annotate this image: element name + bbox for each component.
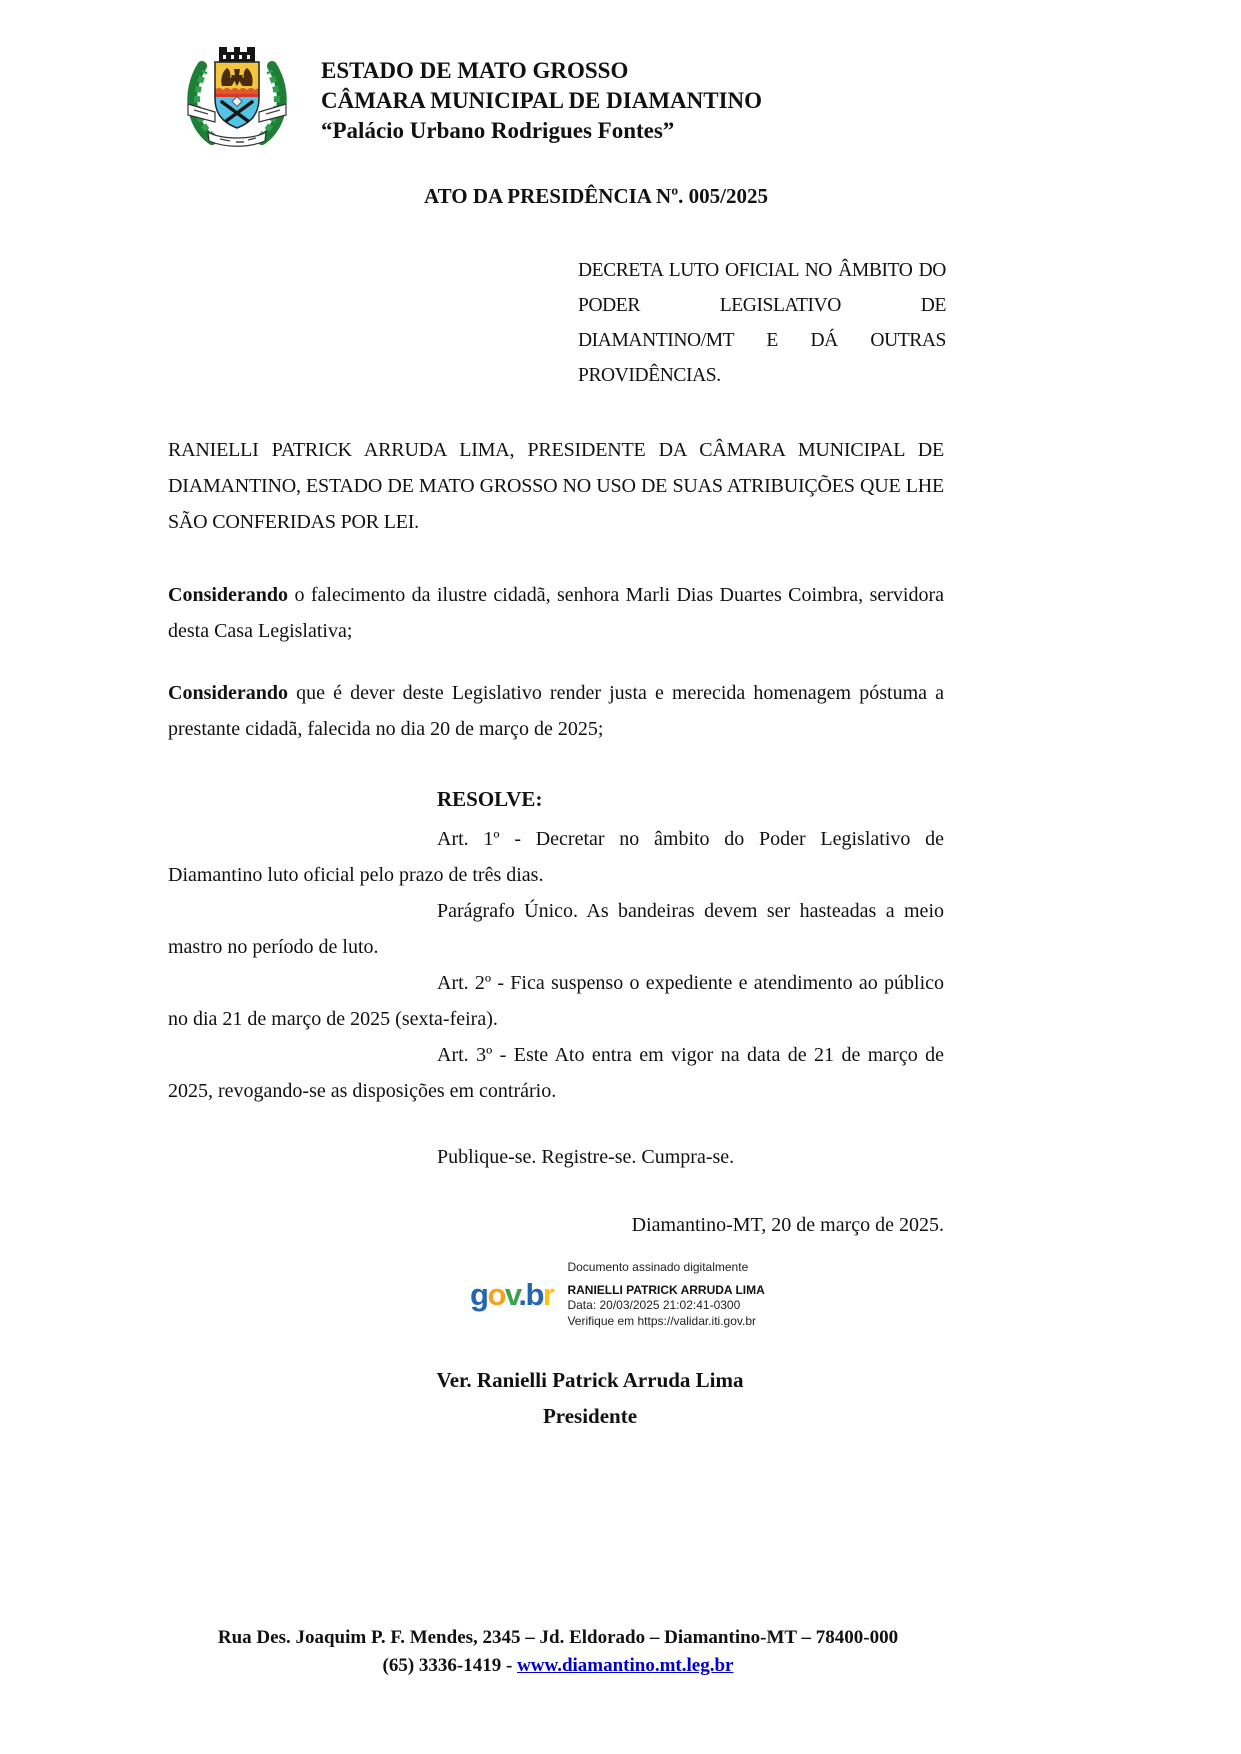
stamp-date: Data: 20/03/2025 21:02:41-0300: [567, 1298, 741, 1312]
articles-section: [168, 821, 944, 1109]
govbr-logo: [470, 1279, 553, 1310]
paragrafo-unico: Parágrafo Único. As bandeiras devem ser hasteadas a meio mastro no período de luto.: [168, 900, 944, 958]
article-1: Art. 1º - Decretar no âmbito do Poder Legislativo de Diamantino luto oficial pelo prazo de três dias.: [168, 828, 944, 886]
govbr-letter: o: [487, 1277, 505, 1312]
govbr-letter: g: [470, 1277, 488, 1312]
coat-of-arms-icon: [178, 40, 296, 152]
mural-crown: [219, 47, 255, 62]
letterhead-chamber: CÂMARA MUNICIPAL DE DIAMANTINO: [321, 88, 763, 113]
letterhead: [321, 56, 762, 146]
stamp-signed-label: Documento assinado digitalmente: [567, 1260, 749, 1274]
considerando-1-lead: Considerando: [168, 584, 289, 606]
govbr-letter: v: [504, 1277, 519, 1312]
letterhead-state: ESTADO DE MATO GROSSO: [321, 58, 629, 83]
stamp-signer-name: RANIELLI PATRICK ARRUDA LIMA: [567, 1282, 765, 1297]
wreath-right: [260, 66, 282, 140]
wreath-left: [192, 66, 214, 140]
footer-separator: -: [501, 1655, 518, 1676]
resolve-heading: RESOLVE:: [437, 787, 543, 811]
closing-formula: Publique-se. Registre-se. Cumpra-se.: [437, 1146, 735, 1168]
signer-role: Presidente: [542, 1404, 638, 1428]
signer-name: Ver. Ranielli Patrick Arruda Lima: [436, 1368, 744, 1392]
considerando-2-lead: Considerando: [168, 682, 289, 704]
summary-clause: DECRETA LUTO OFICIAL NO ÂMBITO DO PODER LEGISLATIVO DE DIAMANTINO/MT E DÁ OUTRAS PROVIDÊNCIAS.: [578, 260, 946, 386]
article-2: Art. 2º - Fica suspenso o expediente e atendimento ao público no dia 21 de março de 2025 (sexta-feira).: [168, 972, 944, 1030]
dateline: Diamantino-MT, 20 de março de 2025.: [631, 1214, 944, 1236]
footer-address: Rua Des. Joaquim P. F. Mendes, 2345 – Jd. Eldorado – Diamantino-MT – 78400-000: [217, 1627, 899, 1648]
govbr-letter: b: [525, 1277, 543, 1312]
stamp-text: [567, 1260, 764, 1329]
govbr-letter: r: [542, 1277, 554, 1312]
govbr-letter: .: [518, 1277, 526, 1312]
stamp-verify-url: Verifique em https://validar.iti.gov.br: [567, 1313, 757, 1328]
considerando-2: [168, 675, 944, 747]
considerando-2-text: que é dever deste Legislativo render justa e merecida homenagem póstuma a prestante cidadã, falecida no dia 20 de março de 2025;: [168, 682, 944, 740]
footer-website-link[interactable]: www.diamantino.mt.leg.br: [517, 1655, 734, 1676]
footer-phone: (65) 3336-1419: [382, 1655, 502, 1676]
page-footer: [168, 1624, 948, 1680]
article-3: Art. 3º - Este Ato entra em vigor na data de 21 de março de 2025, revogando-se as disposições em contrário.: [168, 1044, 944, 1102]
letterhead-palace: “Palácio Urbano Rodrigues Fontes”: [321, 118, 675, 143]
considerando-1: [168, 577, 944, 649]
shield: [215, 62, 259, 132]
footer-contact: [168, 1652, 948, 1680]
digital-signature-stamp: [470, 1260, 765, 1329]
coat-of-arms: [178, 40, 296, 152]
document-title: ATO DA PRESIDÊNCIA Nº. 005/2025: [424, 184, 768, 208]
preamble-paragraph: RANIELLI PATRICK ARRUDA LIMA, PRESIDENTE DA CÂMARA MUNICIPAL DE DIAMANTINO, ESTADO DE MATO GROSSO NO USO DE SUAS ATRIBUIÇÕES QUE LHE SÃO CONFERIDAS POR LEI.: [168, 439, 944, 533]
considerando-1-text: o falecimento da ilustre cidadã, senhora Marli Dias Duartes Coimbra, servidora desta Casa Legislativa;: [168, 584, 944, 642]
signature-block: [168, 1362, 1012, 1434]
